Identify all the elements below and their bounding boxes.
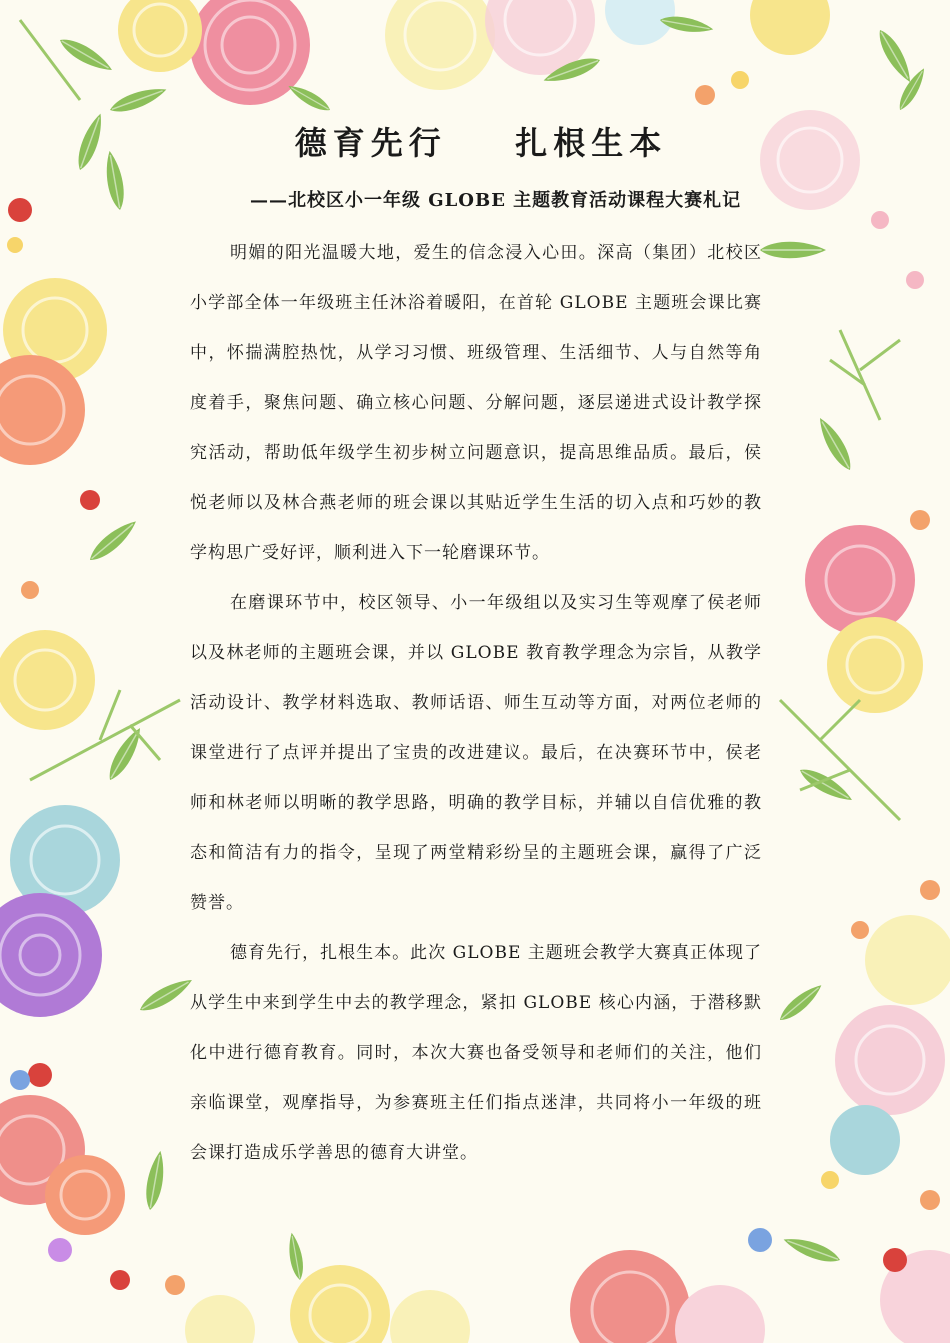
article bbox=[190, 118, 762, 1178]
rose-cluster-left bbox=[0, 278, 125, 1235]
article-subtitle: ——北校区小一年级 GLOBE 主题教育活动课程大赛札记 bbox=[250, 190, 742, 211]
rose-cluster-right bbox=[805, 525, 950, 1343]
paragraph-3: 德育先行，扎根生本。此次 GLOBE 主题班会教学大赛真正体现了从学生中来到学生中去的教学理念，紧扣 GLOBE 核心内涵，于潜移默化中进行德育教育。同时，本次大赛也备受领导和老师们的关注，他们亲临课堂，观摩指导，为参赛班主任们指点迷津，共同将小一年级的班会课打造成乐学善思的德育大讲堂。 bbox=[190, 943, 762, 1163]
paragraph-1: 明媚的阳光温暖大地，爱生的信念浸入心田。深高（集团）北校区小学部全体一年级班主任沐浴着暖阳，在首轮 GLOBE 主题班会课比赛中，怀揣满腔热忱，从学习习惯、班级管理、生活细节、人与自然等角度着手，聚焦问题、确立核心问题、分解问题，逐层递进式设计教学探究活动，帮助低年级学生初步树立问题意识，提高思维品质。最后，侯悦老师以及林合燕老师的班会课以其贴近学生生活的切入点和巧妙的教学构思广受好评，顺利进入下一轮磨课环节。 bbox=[190, 243, 762, 563]
rose-cluster-bottom bbox=[185, 1250, 765, 1343]
paragraph-2: 在磨课环节中，校区领导、小一年级组以及实习生等观摩了侯老师以及林老师的主题班会课，并以 GLOBE 教育教学理念为宗旨，从教学活动设计、教学材料选取、教师话语、师生互动等方面，对两位老师的课堂进行了点评并提出了宝贵的改进建议。最后，在决赛环节中，侯老师和林老师以明晰的教学思路，明确的教学目标，并辅以自信优雅的教态和简洁有力的指令，呈现了两堂精彩纷呈的主题班会课，赢得了广泛赞誉。 bbox=[190, 593, 762, 913]
article-title: 德育先行 扎根生本 bbox=[294, 124, 668, 162]
